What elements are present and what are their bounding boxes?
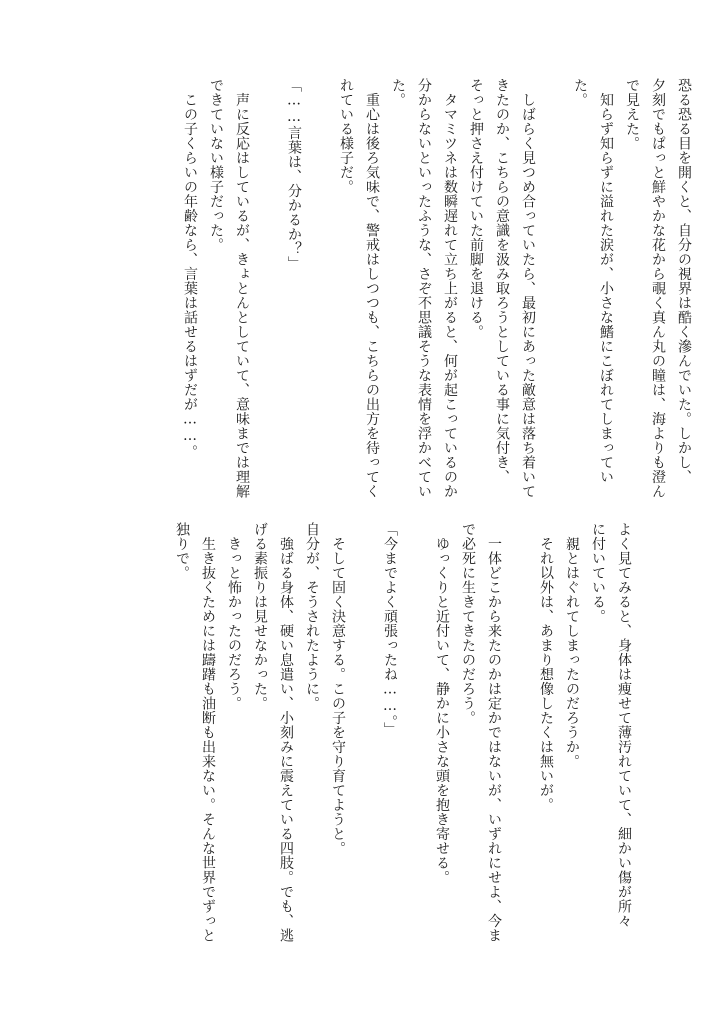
upper-text-line: そっと押さえ付けていた前脚を退ける。 [468, 78, 484, 339]
lower-text-line: げる素振りは見せなかった。 [252, 522, 268, 711]
lower-text-line: よく見てみると、身体は痩せて薄汚れていて、細かい傷が所々 [616, 522, 632, 928]
lower-text-line: 独りで。 [174, 522, 190, 580]
lower-text-line: 生き抜くためには躊躇も油断も出来ない。そんな世界でずっと [200, 522, 216, 943]
upper-text-line: しばらく見つめ合っていたら、最初にあった敵意は落ち着いて [520, 78, 536, 499]
upper-text-line: た。 [390, 78, 406, 107]
lower-text-block [169, 522, 637, 962]
upper-text-line: れている様子だ。 [338, 78, 354, 194]
upper-text-line: きたのか、こちらの意識を汲み取ろうとしている事に気付き、 [494, 78, 510, 484]
lower-text-line: そして固く決意する。この子を守り育てようと。 [330, 522, 346, 856]
upper-text-line: 知らず知らずに溢れた涙が、小さな鰭にこぼれてしまってい [598, 78, 614, 484]
lower-text-line: に付いている。 [590, 522, 606, 624]
upper-text-line [307, 78, 333, 498]
upper-text-line: 恐る恐る目を開くと、自分の視界は酷く滲んでいた。しかし、 [676, 78, 692, 484]
lower-text-line [403, 522, 429, 962]
lower-text-line: それ以外は、あまり想像したくは無いが。 [538, 522, 554, 812]
upper-text-line: できていない様子だった。 [208, 78, 224, 252]
upper-text-line [255, 78, 281, 498]
lower-text-line: 一体どこから来たのかは定かではないが、いずれにせよ、今ま [486, 522, 502, 943]
upper-text-line: 夕刻でもぱっと鮮やかな花から覗く真ん丸の瞳は、海よりも澄ん [650, 78, 666, 499]
upper-text-line [541, 78, 567, 498]
upper-text-block [177, 78, 697, 498]
lower-text-line: ゆっくりと近付いて、静かに小さな頭を抱き寄せる。 [434, 522, 450, 885]
upper-text-line: この子くらいの年齢なら、言葉は話せるはずだが……。 [182, 78, 198, 459]
upper-text-line: た。 [572, 78, 588, 107]
lower-text-line: 強ばる身体、硬い息遣い、小刻みに震えている四肢。でも、逃 [278, 522, 294, 943]
lower-text-line: 自分が、そうされたように。 [304, 522, 320, 711]
lower-text-line [351, 522, 377, 962]
lower-text-line: きっと怖かったのだろう。 [226, 522, 242, 711]
lower-text-line: 「今までよく頑張ったね……。」 [382, 522, 398, 737]
upper-text-line: 「……言葉は、分かるか？」 [286, 78, 302, 271]
upper-text-line: タマミツネは数瞬遅れて立ち上がると、何が起こっているのか [442, 78, 458, 499]
upper-text-line: 分からないといったふうな、さぞ不思議そうな表情を浮かべてい [416, 78, 432, 499]
upper-text-line: 重心は後ろ気味で、警戒はしつつも、こちらの出方を待ってく [364, 78, 380, 499]
upper-text-line: 声に反応はしているが、きょとんとしていて、意味までは理解 [234, 78, 250, 499]
upper-text-line: で見えた。 [624, 78, 640, 151]
lower-text-line [507, 522, 533, 962]
lower-text-line: 親とはぐれてしまったのだろうか。 [564, 522, 580, 769]
lower-text-line: で必死に生きてきたのだろう。 [460, 522, 476, 725]
